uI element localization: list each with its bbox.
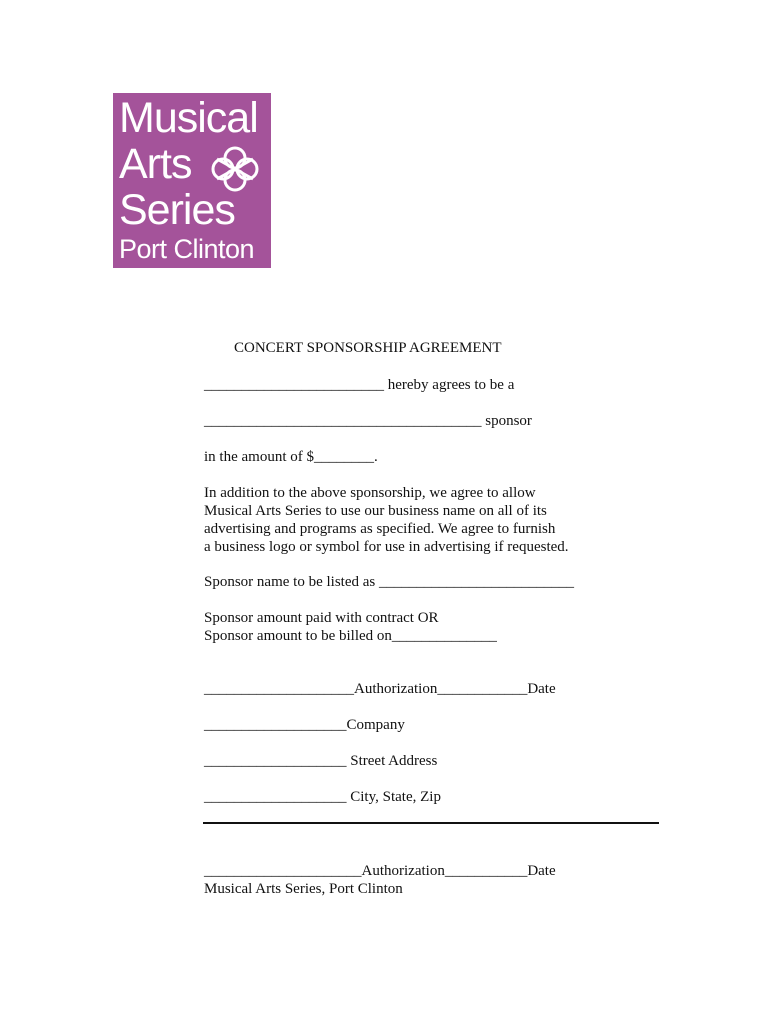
terms-paragraph-line-3: advertising and programs as specified. We agree to furnish xyxy=(204,521,556,537)
payment-with-contract-line: Sponsor amount paid with contract OR xyxy=(204,610,439,626)
logo-word-musical: Musical xyxy=(119,94,258,142)
terms-paragraph-line-1: In addition to the above sponsorship, we agree to allow xyxy=(204,485,536,501)
logo-word-series: Series xyxy=(119,186,235,234)
organization-name: Musical Arts Series, Port Clinton xyxy=(204,881,403,897)
series-authorization-line: _____________________Authorization___________Date xyxy=(204,863,556,879)
street-address-line: ___________________ Street Address xyxy=(204,753,438,769)
sponsor-authorization-line: ____________________Authorization____________Date xyxy=(204,681,556,697)
agreement-title: CONCERT SPONSORSHIP AGREEMENT xyxy=(234,340,502,356)
payment-billed-line: Sponsor amount to be billed on______________ xyxy=(204,628,497,644)
sponsor-name-line: ________________________ hereby agrees to be a xyxy=(204,377,515,393)
terms-paragraph-line-2: Musical Arts Series to use our business name on all of its xyxy=(204,503,547,519)
logo-word-arts: Arts xyxy=(119,140,192,188)
terms-paragraph-line-4: a business logo or symbol for use in advertising if requested. xyxy=(204,539,569,555)
company-line: ___________________Company xyxy=(204,717,405,733)
amount-line: in the amount of $________. xyxy=(204,449,378,465)
sponsor-type-line: _____________________________________ sponsor xyxy=(204,413,532,429)
musical-arts-series-logo xyxy=(113,93,271,268)
logo-word-port-clinton: Port Clinton xyxy=(119,234,255,264)
city-state-zip-line: ___________________ City, State, Zip xyxy=(204,789,441,805)
section-divider xyxy=(203,822,659,824)
sponsor-listing-line: Sponsor name to be listed as __________________________ xyxy=(204,574,574,590)
